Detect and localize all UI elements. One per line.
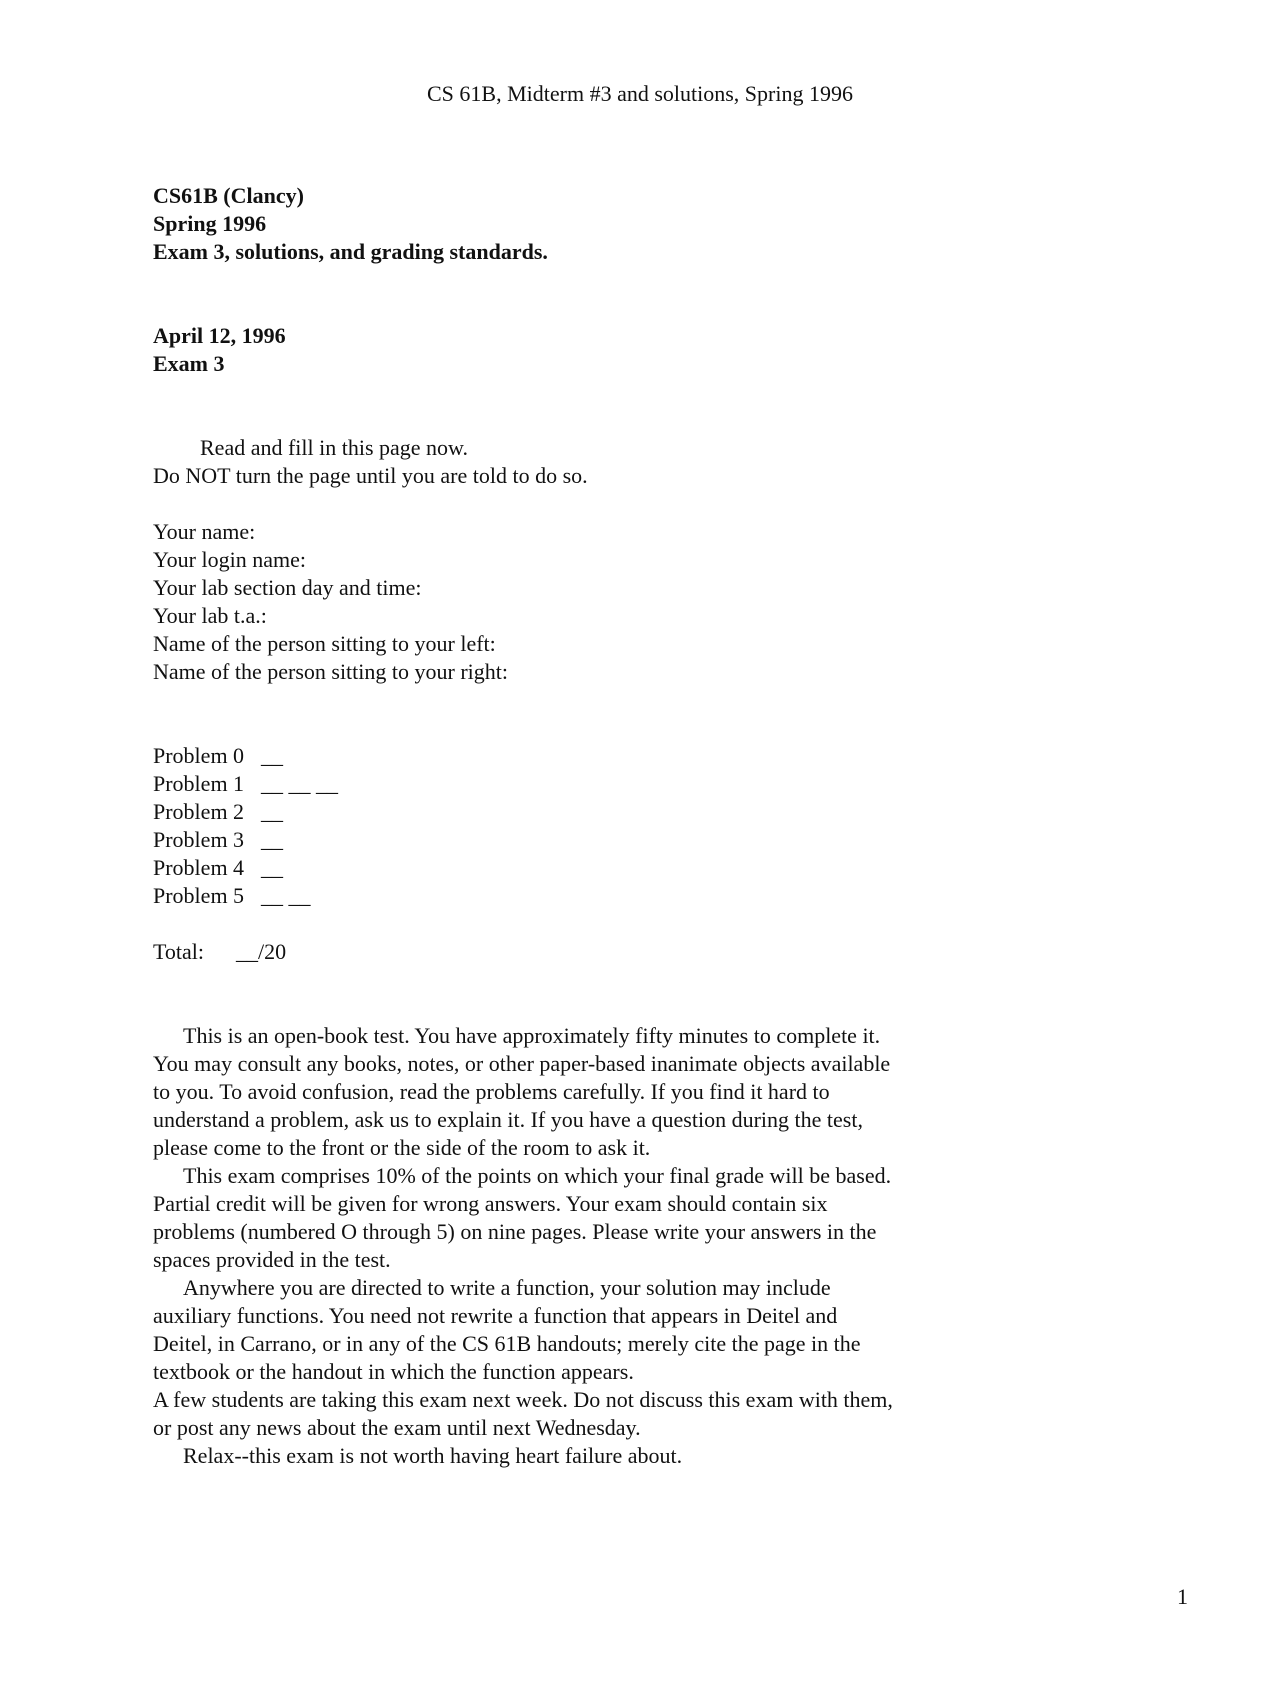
- total-label: Total:: [153, 939, 205, 964]
- rules-paragraph-grading: This exam comprises 10% of the points on which your final grade will be based. Partial credit will be given for wrong answers. Your exam should contain six problems (numbered O through 5) on nine pages. Please write your answers in the spaces provided in the test.: [153, 1163, 892, 1272]
- rules-paragraph-relax: Relax--this exam is not worth having heart failure about.: [183, 1443, 683, 1468]
- field-lab-ta: Your lab t.a.:: [153, 603, 267, 628]
- instruction-read: Read and fill in this page now.: [200, 435, 469, 460]
- score-row-problem-3: [153, 826, 893, 854]
- exam-number: Exam 3: [153, 351, 225, 376]
- total-value: __/20: [236, 939, 287, 964]
- problem-label: Problem 0: [153, 743, 245, 768]
- field-person-left: Name of the person sitting to your left:: [153, 631, 496, 656]
- student-info-fields: [153, 518, 893, 686]
- instruction-do-not-turn: Do NOT turn the page until you are told to do so.: [153, 463, 588, 488]
- problem-label: Problem 3: [153, 827, 245, 852]
- exam-rules: [153, 1022, 893, 1470]
- score-row-problem-4: [153, 854, 893, 882]
- score-blanks: __: [261, 743, 283, 768]
- rules-paragraph-functions: Anywhere you are directed to write a function, your solution may include auxiliary functions. You need not rewrite a function that appears in Deitel and Deitel, in Carrano, or in any of the CS 61B handouts; merely cite the page in the textbook or the handout in which the function appears.: [153, 1275, 861, 1384]
- field-login-name: Your login name:: [153, 547, 306, 572]
- score-row-problem-1: [153, 770, 893, 798]
- problem-label: Problem 2: [153, 799, 245, 824]
- rules-paragraph-discussion: A few students are taking this exam next week. Do not discuss this exam with them, or post any news about the exam until next Wednesday.: [153, 1387, 893, 1440]
- field-person-right: Name of the person sitting to your right:: [153, 659, 508, 684]
- score-blanks: __: [261, 827, 283, 852]
- date-block: [153, 322, 893, 378]
- title-block: [153, 182, 893, 266]
- score-total: [153, 938, 893, 966]
- score-blanks: __ __ __: [261, 771, 338, 796]
- exam-title: Exam 3, solutions, and grading standards.: [153, 239, 548, 264]
- field-your-name: Your name:: [153, 519, 256, 544]
- score-table: [153, 742, 893, 910]
- score-row-problem-2: [153, 798, 893, 826]
- score-blanks: __: [261, 855, 283, 880]
- score-row-problem-0: [153, 742, 893, 770]
- term: Spring 1996: [153, 211, 267, 236]
- running-header: CS 61B, Midterm #3 and solutions, Spring 1996: [427, 81, 853, 106]
- exam-date: April 12, 1996: [153, 323, 286, 348]
- problem-label: Problem 1: [153, 771, 245, 796]
- score-row-problem-5: [153, 882, 893, 910]
- problem-label: Problem 5: [153, 883, 245, 908]
- score-blanks: __ __: [261, 883, 311, 908]
- page-number: 1: [1177, 1584, 1188, 1609]
- rules-paragraph-open-book: This is an open-book test. You have approximately fifty minutes to complete it. You may consult any books, notes, or other paper-based inanimate objects available to you. To avoid confusion, read the problems carefully. If you find it hard to understand a problem, ask us to explain it. If you have a question during the test, please come to the front or the side of the room to ask it.: [153, 1023, 891, 1160]
- instructions: [153, 434, 893, 490]
- score-blanks: __: [261, 799, 283, 824]
- exam-cover-content: [153, 182, 893, 1470]
- field-lab-section: Your lab section day and time:: [153, 575, 422, 600]
- course-name: CS61B (Clancy): [153, 183, 304, 208]
- problem-label: Problem 4: [153, 855, 245, 880]
